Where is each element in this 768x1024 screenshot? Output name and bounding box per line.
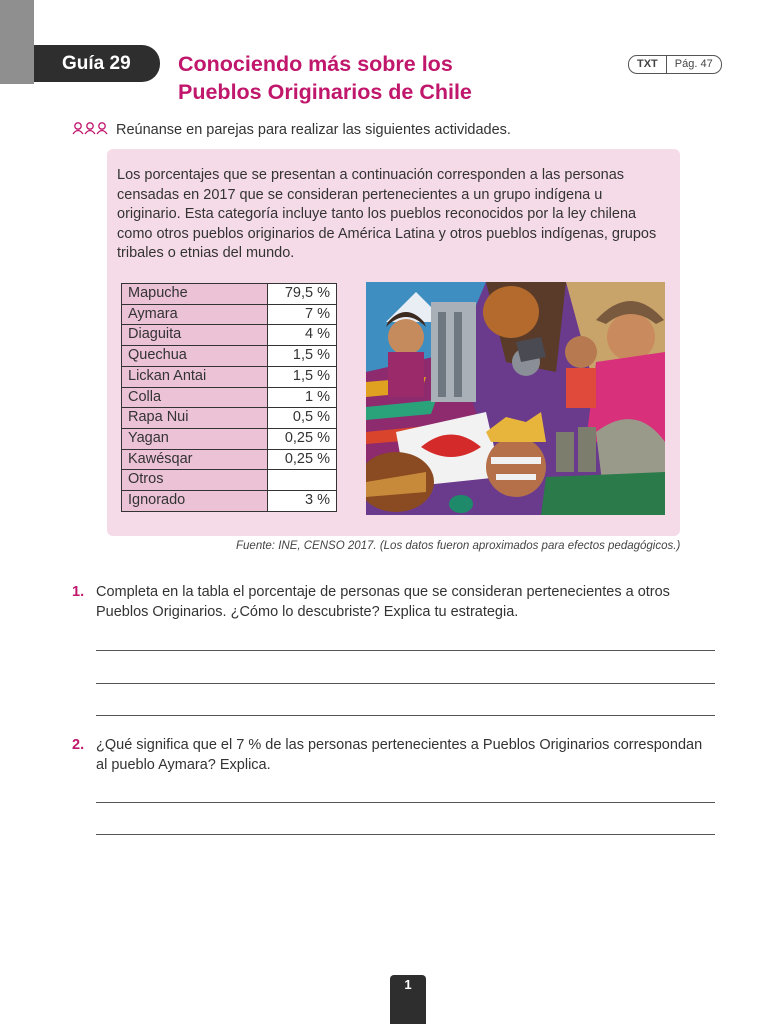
table-row [122,470,337,491]
table-cell-name: Kawésqar [122,449,268,470]
table-cell-name: Diaguita [122,325,268,346]
question-text: Completa en la tabla el porcentaje de personas que se consideran pertenecientes a otros Pueblos Originarios. ¿Cómo lo descubriste? Explica tu estrategia. [96,584,670,620]
table-row [122,304,337,325]
table-row [122,325,337,346]
table-cell-value: 0,25 % [268,449,337,470]
table-row [122,284,337,305]
table-cell-name: Mapuche [122,284,268,305]
instructions-text: Reúnanse en parejas para realizar las siguientes actividades. [116,122,511,138]
question-number: 1. [72,584,85,600]
answer-line[interactable] [96,802,715,803]
percentage-table [121,283,337,512]
table-cell-name: Otros [122,470,268,491]
table-cell-value: 1,5 % [268,366,337,387]
table-cell-value: 4 % [268,325,337,346]
table-row [122,449,337,470]
page-reference: Pág. 47 [674,58,713,70]
table-row [122,366,337,387]
table-row [122,408,337,429]
corner-tab [0,0,34,84]
table-cell-value: 7 % [268,304,337,325]
instructions [72,121,511,139]
txt-label: TXT [629,56,667,73]
answer-line[interactable] [96,683,715,684]
table-cell-value: 1 % [268,387,337,408]
table-cell-name: Lickan Antai [122,366,268,387]
answer-line[interactable] [96,650,715,651]
table-row [122,387,337,408]
info-box-text: Los porcentajes que se presentan a continuación corresponden a las personas censadas en 2017 que se consideran pertenecientes a un grupo indígena u originario. Esta categoría incluye tanto los pueblos reconocidos por la ley chilena como otros pueblos originarios de América Latina y otros pueblos indígenas, grupos tribales o etnias del mundo. [117,167,657,262]
table-row [122,428,337,449]
table-row [122,346,337,367]
source-note: Fuente: INE, CENSO 2017. (Los datos fueron aproximados para efectos pedagógicos.) [236,540,681,552]
table-cell-value: 0,25 % [268,428,337,449]
page-title [178,50,598,106]
answer-line[interactable] [96,834,715,835]
blank-answer-cell[interactable] [268,470,337,491]
table-cell-value: 1,5 % [268,346,337,367]
title-line-1: Conociendo más sobre los [178,52,453,76]
page-number: 1 [390,975,426,1024]
table-cell-name: Yagan [122,428,268,449]
table-cell-value: 79,5 % [268,284,337,305]
table-cell-name: Colla [122,387,268,408]
table-cell-name: Aymara [122,304,268,325]
table-cell-value: 0,5 % [268,408,337,429]
table-cell-name: Quechua [122,346,268,367]
table-row [122,491,337,512]
answer-line[interactable] [96,715,715,716]
textbook-reference-badge [628,55,722,74]
table-cell-name: Rapa Nui [122,408,268,429]
title-line-2: Pueblos Originarios de Chile [178,80,472,104]
indigenous-peoples-collage-image [366,282,665,515]
question-text: ¿Qué significa que el 7 % de las personas pertenecientes a Pueblos Originarios correspondan al pueblo Aymara? Explica. [96,737,703,773]
question-number: 2. [72,737,85,753]
group-work-icon [72,121,108,139]
guide-badge: Guía 29 [34,45,160,82]
table-cell-value: 3 % [268,491,337,512]
table-cell-name: Ignorado [122,491,268,512]
